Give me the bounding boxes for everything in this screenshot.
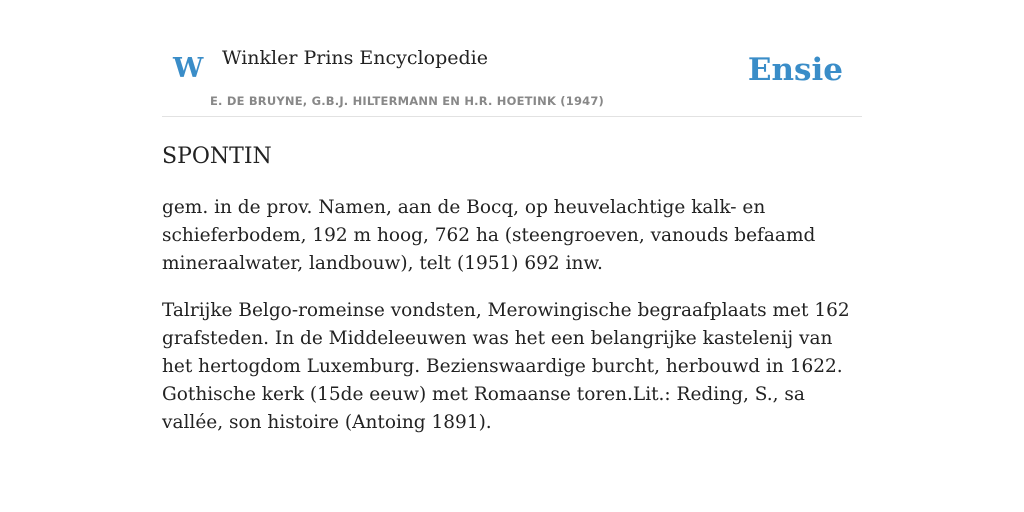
- entry-paragraph-1: gem. in de prov. Namen, aan de Bocq, op heuvelachtige kalk- en schieferbodem, 192 m hoog, 762 ha (steengroeven, vanouds befaamd mineraalwater, landbouw), telt (1951) 692 inw.: [162, 197, 816, 274]
- ensie-brand-logo[interactable]: Ensie: [747, 52, 843, 88]
- source-title[interactable]: Winkler Prins Encyclopedie: [222, 47, 488, 69]
- source-authors: E. DE BRUYNE, G.B.J. HILTERMANN EN H.R. HOETINK (1947): [210, 94, 605, 108]
- page-container: [162, 0, 862, 437]
- entry-title: SPONTIN: [162, 144, 272, 169]
- winkler-prins-logo[interactable]: W: [173, 53, 204, 84]
- source-header: [162, 0, 862, 117]
- entry-paragraph-2: Talrijke Belgo-romeinse vondsten, Merowingische begraafplaats met 162 grafsteden. In de Middeleeuwen was het een belangrijke kastelenij van het hertogdom Luxemburg. Bezienswaardige burcht, herbouwd in 1622. Gothische kerk (15de eeuw) met Romaanse toren.Lit.: Reding, S., sa vallée, son histoire (Antoing 1891).: [162, 300, 850, 433]
